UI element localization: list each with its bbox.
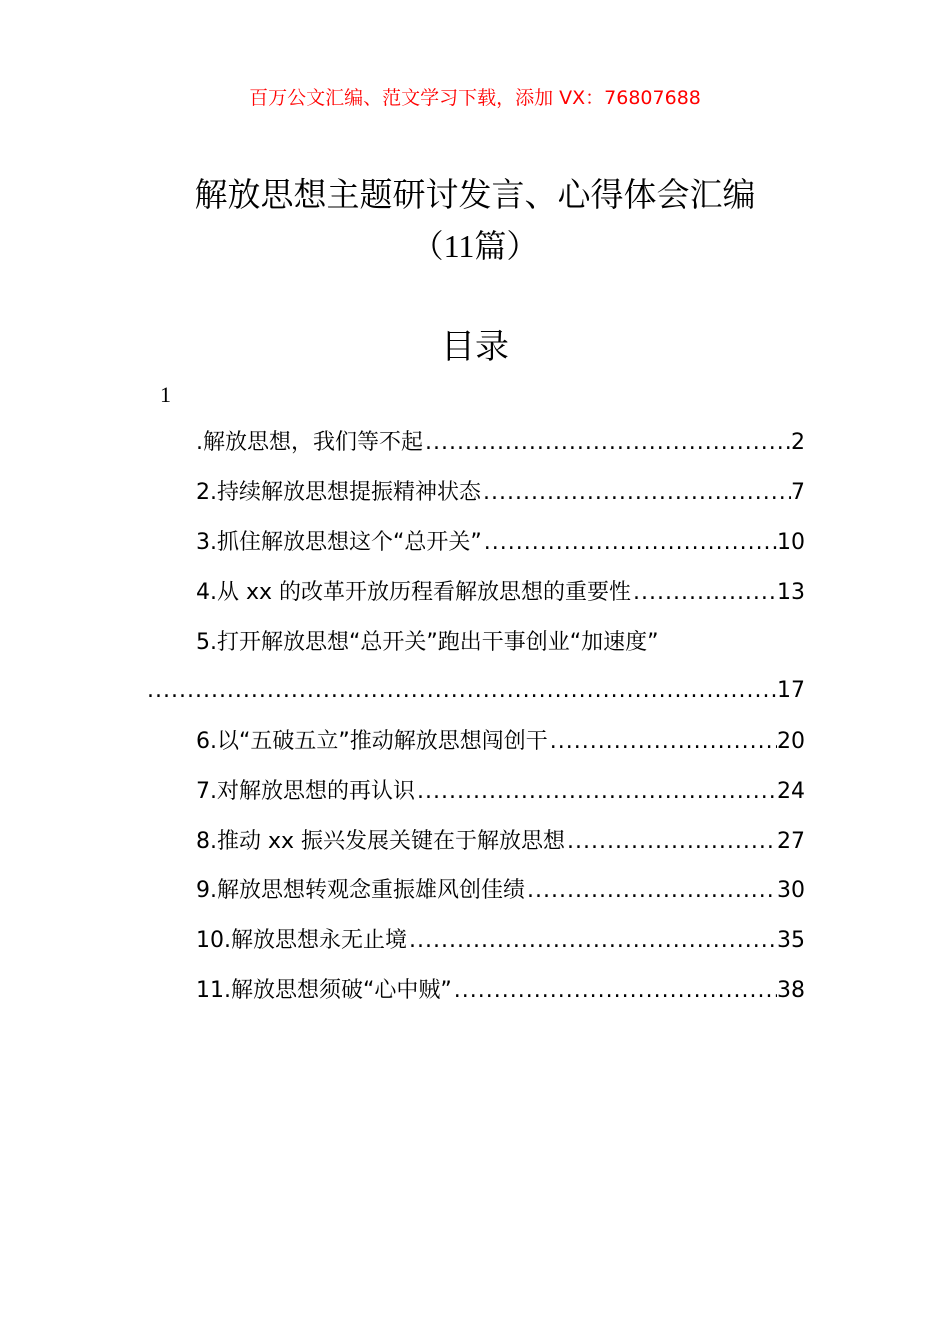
toc-dot-leader [548, 724, 777, 760]
toc-entry-3[interactable] [196, 525, 805, 561]
toc-dot-leader [525, 873, 777, 909]
toc-entry-label: 7.对解放思想的再认识 [196, 779, 415, 804]
toc-entry-page: 2 [791, 430, 805, 455]
toc-dot-leader [565, 824, 777, 860]
toc-entry-page: 24 [777, 779, 805, 804]
toc-entry-5[interactable] [196, 625, 805, 661]
toc-entry-label: 2.持续解放思想提振精神状态 [196, 480, 481, 505]
toc-dot-leader [415, 774, 777, 810]
toc-entry-page: 10 [777, 530, 805, 555]
toc-entry-11[interactable] [196, 973, 805, 1009]
toc-entry-6[interactable] [196, 724, 805, 760]
page-marker: 1 [160, 382, 171, 407]
toc-entry-5-continuation[interactable] [147, 673, 805, 709]
toc-entry-page: 13 [777, 580, 805, 605]
toc-entry-page: 27 [777, 829, 805, 854]
toc-dot-leader [407, 923, 777, 959]
toc-entry-label: 3.抓住解放思想这个“总开关” [196, 530, 482, 555]
toc-entry-8[interactable] [196, 824, 805, 860]
toc-entry-label: 8.推动 xx 振兴发展关键在于解放思想 [196, 829, 566, 854]
toc-entry-page: 35 [777, 928, 805, 953]
subtitle-count: 11 [443, 228, 475, 264]
toc-dot-leader [631, 575, 777, 611]
toc-dot-leader [482, 525, 777, 561]
toc-entry-label: 6.以“五破五立”推动解放思想闯创干 [196, 729, 548, 754]
document-title: 解放思想主题研讨发言、心得体会汇编 [194, 175, 756, 214]
toc-entry-page: 20 [777, 729, 805, 754]
toc-entry-9[interactable] [196, 873, 805, 909]
header-note: 百万公文汇编、范文学习下载，添加 VX：76807688 [249, 87, 701, 109]
subtitle-word: 篇 [474, 227, 507, 265]
toc-dot-leader [452, 973, 777, 1009]
toc-entry-7[interactable] [196, 774, 805, 810]
toc-entry-2[interactable] [196, 475, 805, 511]
toc-dot-leader [423, 425, 791, 461]
toc-entry-1[interactable] [196, 425, 805, 461]
toc-entry-label: 11.解放思想须破“心中贼” [196, 978, 452, 1003]
toc-heading: 目录 [441, 327, 509, 367]
subtitle-close-paren: ） [506, 227, 539, 265]
toc-entry-label: 4.从 xx 的改革开放历程看解放思想的重要性 [196, 580, 632, 605]
document-subtitle [0, 222, 950, 270]
toc-entry-10[interactable] [196, 923, 805, 959]
toc-dot-leader [481, 475, 791, 511]
toc-entry-label: 5.打开解放思想“总开关”跑出干事创业“加速度” [196, 630, 659, 655]
toc-dot-leader [147, 673, 777, 709]
toc-entry-label: 10.解放思想永无止境 [196, 928, 407, 953]
toc-entry-4[interactable] [196, 575, 805, 611]
toc-entry-label: 9.解放思想转观念重振雄风创佳绩 [196, 878, 525, 903]
toc-entry-page: 38 [777, 978, 805, 1003]
toc-entry-label: .解放思想，我们等不起 [196, 430, 423, 455]
toc-entry-page: 7 [791, 480, 805, 505]
toc-entry-page: 17 [777, 678, 805, 703]
toc-entry-page: 30 [777, 878, 805, 903]
subtitle-open-paren: （ [411, 227, 444, 265]
